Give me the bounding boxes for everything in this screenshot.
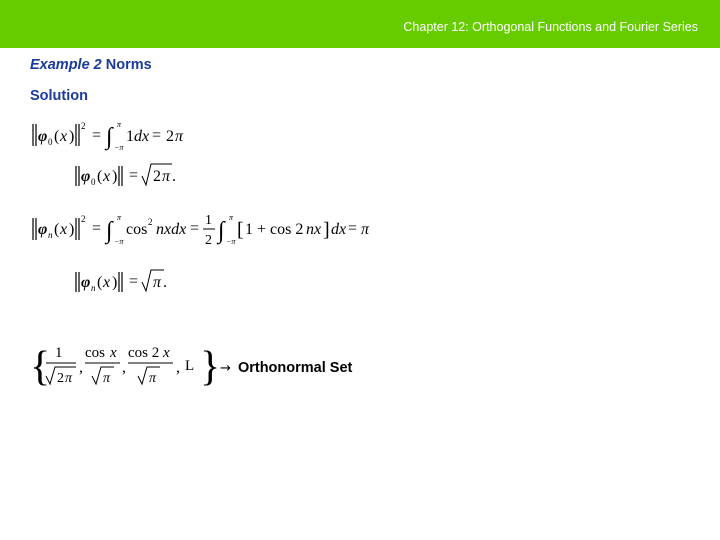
svg-text:(: (	[97, 274, 103, 291]
norm-phi0-equation	[74, 160, 184, 190]
svg-text:{: {	[30, 344, 51, 390]
svg-text:x: x	[163, 345, 170, 361]
svg-text:L: L	[185, 358, 195, 374]
svg-text:(: (	[54, 128, 60, 145]
svg-text:2: 2	[166, 128, 174, 145]
norm-phin-squared-equation	[30, 208, 370, 250]
svg-text:π: π	[149, 371, 157, 386]
svg-text:π: π	[117, 120, 122, 129]
svg-text:,: ,	[122, 359, 126, 376]
svg-text:nx: nx	[306, 221, 322, 238]
orthonormal-set-text: Orthonormal Set	[237, 360, 353, 376]
svg-text:x: x	[60, 221, 68, 238]
svg-text:=: =	[152, 127, 162, 144]
svg-text:2: 2	[205, 233, 212, 248]
svg-text:π: π	[229, 213, 234, 222]
svg-text:∫: ∫	[106, 124, 113, 150]
svg-text:x: x	[103, 168, 111, 185]
svg-text:.: .	[163, 274, 167, 291]
svg-text:cos 2: cos 2	[128, 345, 160, 361]
svg-text:dx: dx	[134, 128, 150, 145]
example-topic: Norms	[105, 57, 152, 73]
example-heading	[30, 57, 152, 73]
svg-text:2: 2	[153, 168, 161, 185]
svg-text:): )	[112, 168, 118, 185]
svg-text:1: 1	[205, 213, 212, 228]
svg-text:x: x	[103, 274, 111, 291]
svg-text:2: 2	[148, 217, 153, 227]
svg-text:π: π	[153, 274, 162, 291]
svg-text:.: .	[172, 168, 176, 185]
svg-text:=: =	[92, 127, 102, 144]
svg-text:∫: ∫	[218, 218, 225, 244]
svg-text:[: [	[237, 219, 244, 241]
svg-text:∫: ∫	[106, 218, 113, 244]
example-number: Example 2	[30, 57, 102, 73]
svg-text:(: (	[97, 168, 103, 185]
svg-text:=: =	[92, 220, 102, 237]
svg-text:): )	[69, 128, 75, 145]
svg-text:π: π	[361, 221, 370, 238]
svg-text:π: π	[175, 128, 184, 145]
solution-heading: Solution	[30, 88, 88, 104]
svg-text:1: 1	[55, 345, 63, 361]
svg-text:,: ,	[176, 359, 180, 376]
svg-text:0: 0	[48, 137, 53, 147]
svg-text:1 + cos 2: 1 + cos 2	[245, 221, 304, 238]
svg-text:}: }	[200, 344, 221, 390]
svg-text:1: 1	[126, 128, 134, 145]
svg-text:=: =	[190, 220, 200, 237]
svg-text:=: =	[348, 220, 358, 237]
svg-text:π: π	[65, 371, 73, 386]
svg-text:): )	[69, 221, 75, 238]
svg-text:(: (	[54, 221, 60, 238]
chapter-title: Chapter 12: Orthogonal Functions and Fourier Series	[403, 20, 698, 34]
svg-text:φ: φ	[38, 221, 48, 238]
equation-5-graphic	[30, 340, 221, 392]
svg-text:−π: −π	[114, 143, 124, 152]
svg-text:2: 2	[81, 214, 86, 224]
svg-text:): )	[112, 274, 118, 291]
svg-text:nxdx: nxdx	[156, 221, 187, 238]
equation-3-graphic	[30, 208, 370, 250]
svg-text:x: x	[60, 128, 68, 145]
svg-text:,: ,	[79, 359, 83, 376]
svg-text:φ: φ	[38, 128, 48, 145]
svg-text:2: 2	[81, 121, 86, 131]
svg-text:2: 2	[57, 371, 64, 386]
svg-text:=: =	[129, 273, 139, 290]
svg-text:π: π	[162, 168, 171, 185]
svg-text:φ: φ	[81, 168, 91, 185]
equation-2-graphic	[74, 160, 184, 190]
svg-text:φ: φ	[81, 274, 91, 291]
svg-text:x: x	[110, 345, 117, 361]
svg-text:π: π	[103, 371, 111, 386]
svg-text:π: π	[117, 213, 122, 222]
right-arrow-icon: →	[220, 361, 231, 376]
svg-text:cos: cos	[126, 221, 148, 238]
svg-text:]: ]	[323, 219, 330, 241]
orthonormal-set-expression	[30, 340, 221, 392]
header-bar	[0, 0, 720, 48]
equation-1-graphic	[30, 116, 200, 152]
svg-text:0: 0	[91, 177, 96, 187]
svg-text:n: n	[91, 283, 96, 293]
norm-phi0-squared-equation	[30, 116, 200, 152]
equation-4-graphic	[74, 266, 174, 296]
svg-text:n: n	[48, 230, 53, 240]
svg-text:−π: −π	[226, 237, 236, 246]
svg-text:cos: cos	[85, 345, 105, 361]
orthonormal-set-label	[220, 360, 352, 376]
svg-text:=: =	[129, 167, 139, 184]
svg-text:−π: −π	[114, 237, 124, 246]
svg-text:dx: dx	[331, 221, 347, 238]
norm-phin-equation	[74, 266, 174, 296]
